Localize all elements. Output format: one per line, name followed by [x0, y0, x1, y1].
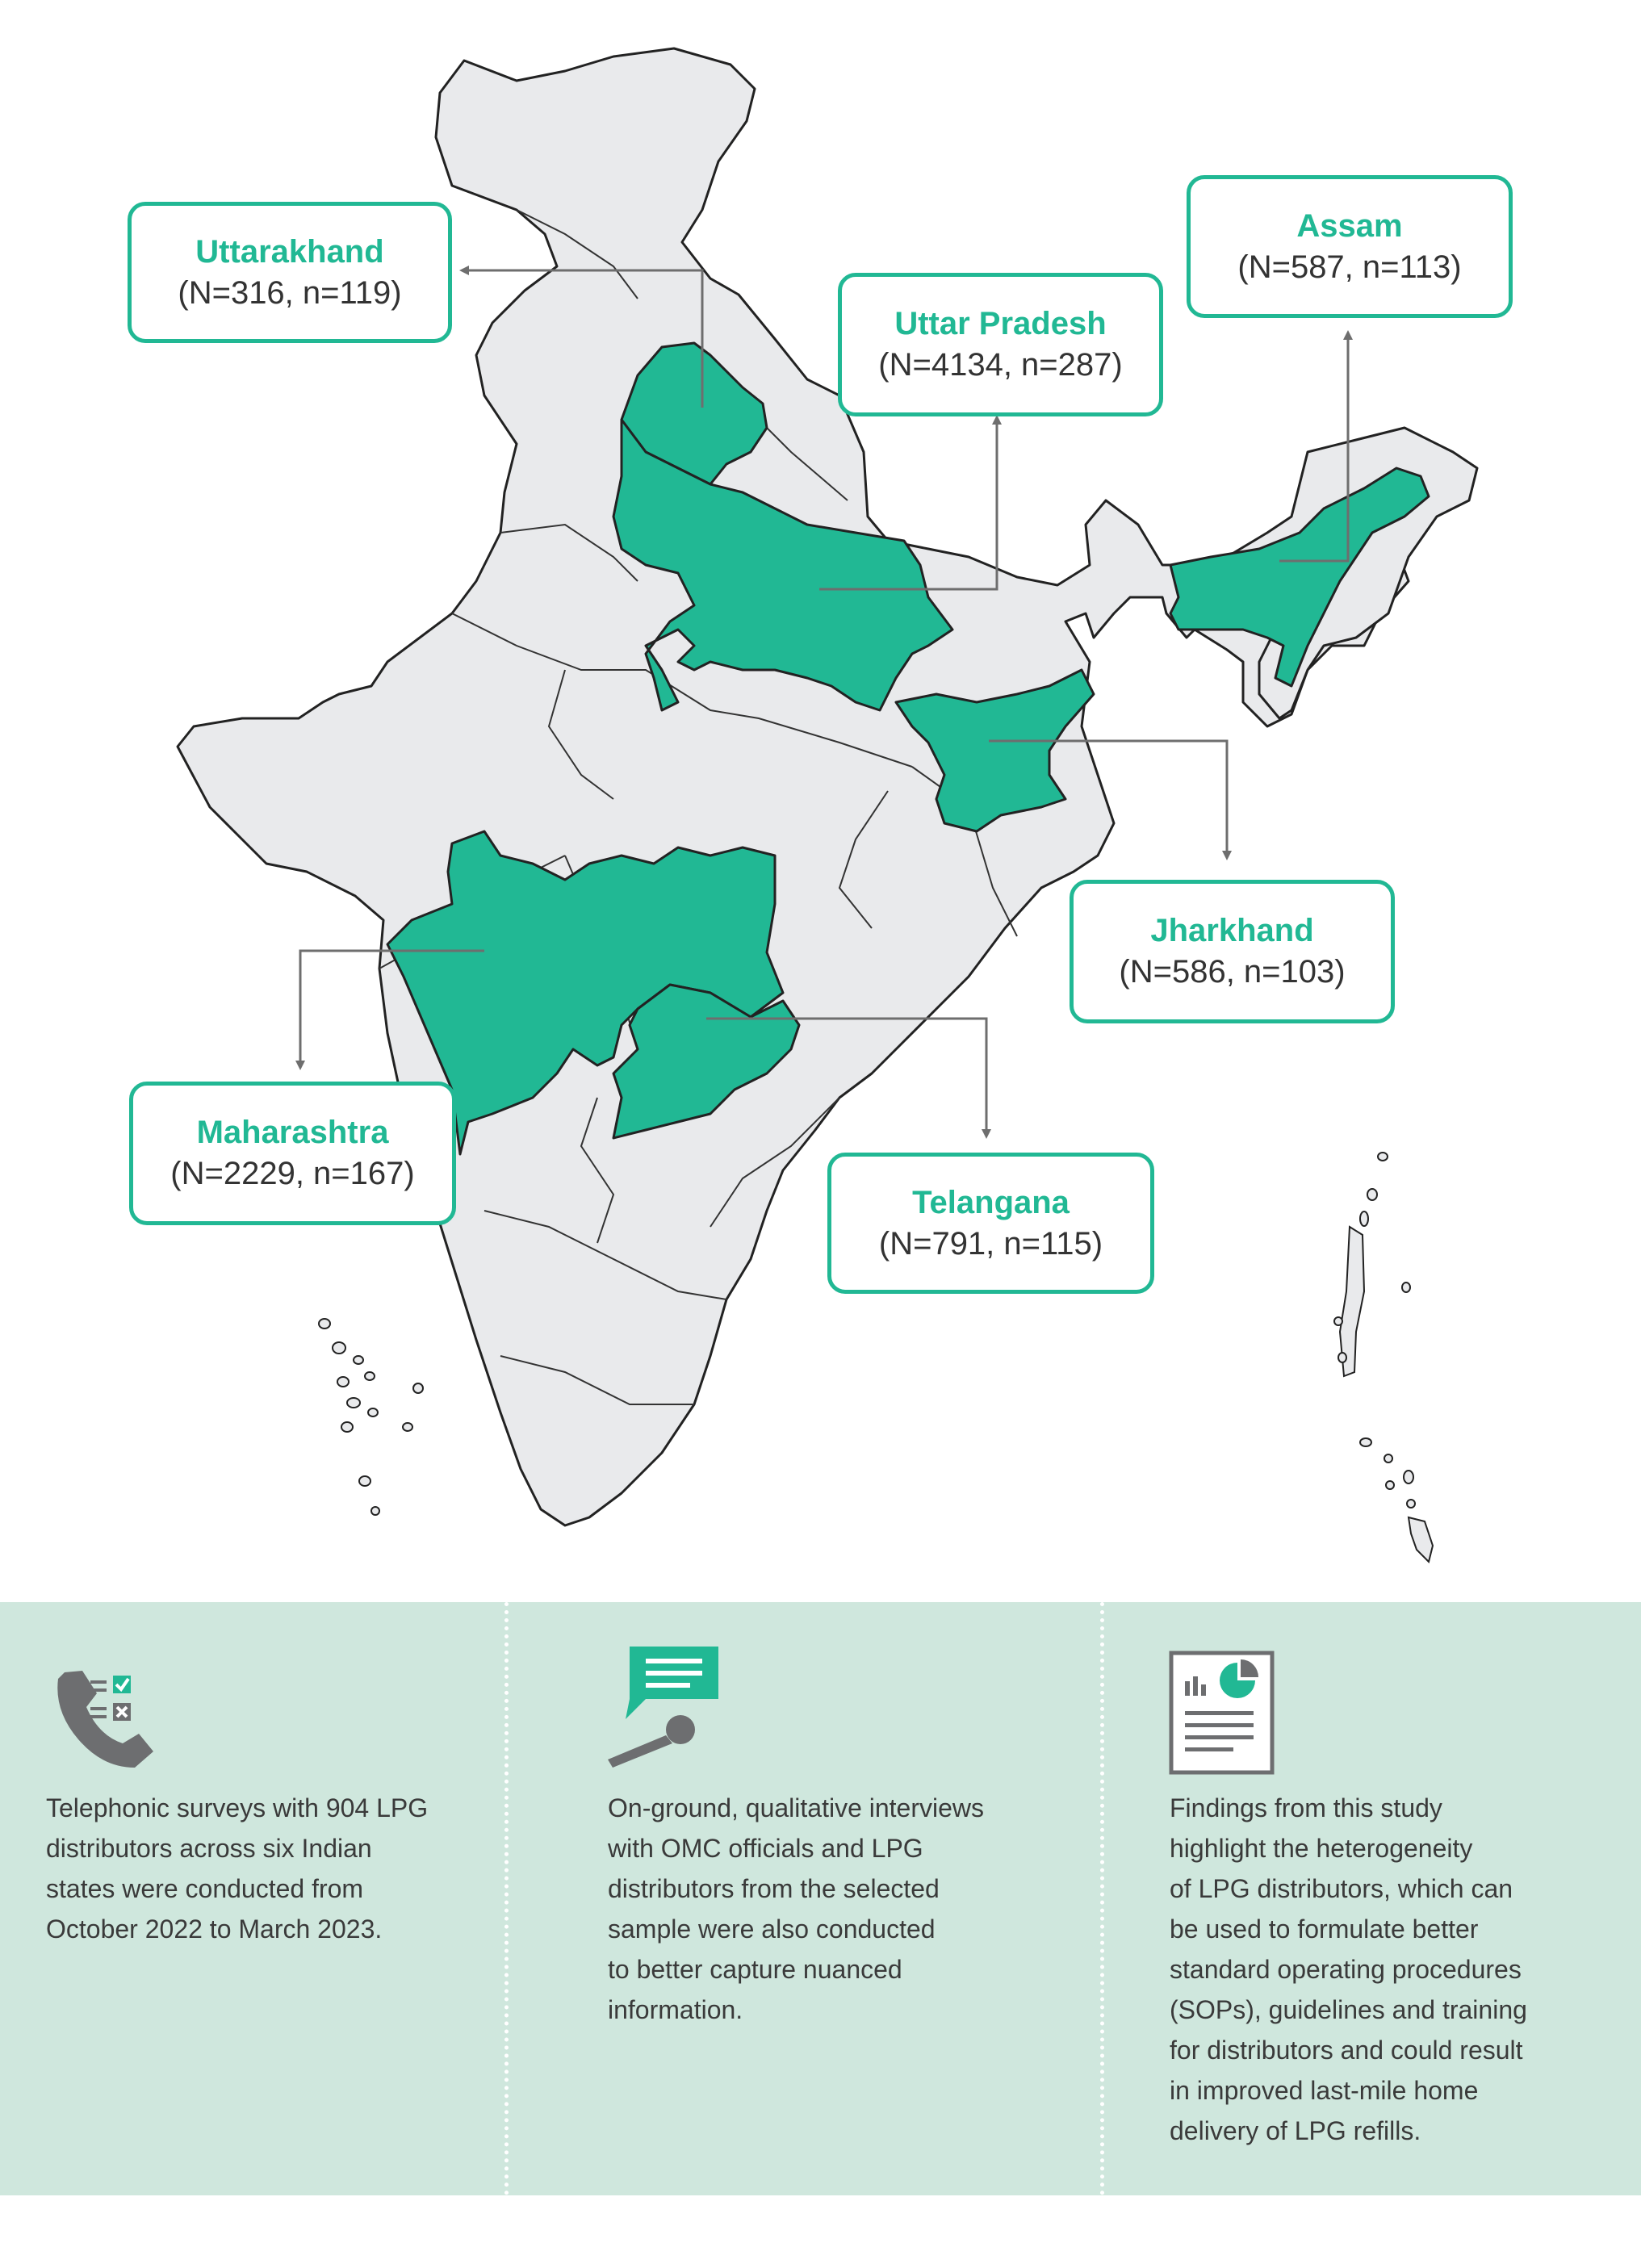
state-name: Uttarakhand — [195, 233, 384, 270]
assam-label-box — [1187, 175, 1513, 318]
state-sample-size: (N=791, n=115) — [878, 1225, 1103, 1262]
state-sample-size: (N=316, n=119) — [178, 274, 402, 311]
state-name: Assam — [1296, 207, 1403, 244]
phone-checklist-icon — [50, 1663, 163, 1776]
maharashtra-label-box — [129, 1082, 456, 1225]
state-sample-size: (N=586, n=103) — [1119, 954, 1346, 990]
info-column-surveys — [0, 1602, 504, 2195]
uttarakhand-label-box — [128, 202, 452, 343]
info-column-interviews — [509, 1602, 1100, 2195]
andaman-nicobar-islands — [1334, 1153, 1433, 1562]
report-document-icon — [1169, 1651, 1278, 1776]
lakshadweep-islands — [319, 1319, 423, 1515]
state-sample-size: (N=2229, n=167) — [170, 1156, 415, 1191]
info-text-findings: Findings from this study highlight the heterogeneity of LPG distributors, which can be used to formulate better standard operating procedures (SOPs), guidelines and training for distributors and could result in improved last-mile home delivery of LPG refills. — [1170, 1793, 1527, 2145]
telangana-label-box — [827, 1153, 1154, 1294]
state-name: Uttar Pradesh — [894, 306, 1107, 341]
uttar-pradesh-label-box — [838, 273, 1163, 416]
methodology-info-panel — [0, 1602, 1641, 2195]
state-name: Telangana — [912, 1184, 1070, 1220]
microphone-speech-icon — [601, 1642, 722, 1772]
state-sample-size: (N=4134, n=287) — [878, 347, 1123, 383]
state-name: Jharkhand — [1150, 913, 1314, 948]
state-name: Maharashtra — [196, 1115, 389, 1150]
info-text-surveys: Telephonic surveys with 904 LPG distributors across six Indian states were conducted from October 2022 to March 2023. — [46, 1793, 429, 1944]
info-text-interviews: On-ground, qualitative interviews with OMC officials and LPG distributors from the selected sample were also conducted to better capture nuanced information. — [608, 1793, 985, 2024]
info-column-findings — [1104, 1602, 1641, 2195]
state-sample-size: (N=587, n=113) — [1237, 249, 1462, 285]
jharkhand-label-box — [1070, 880, 1395, 1023]
